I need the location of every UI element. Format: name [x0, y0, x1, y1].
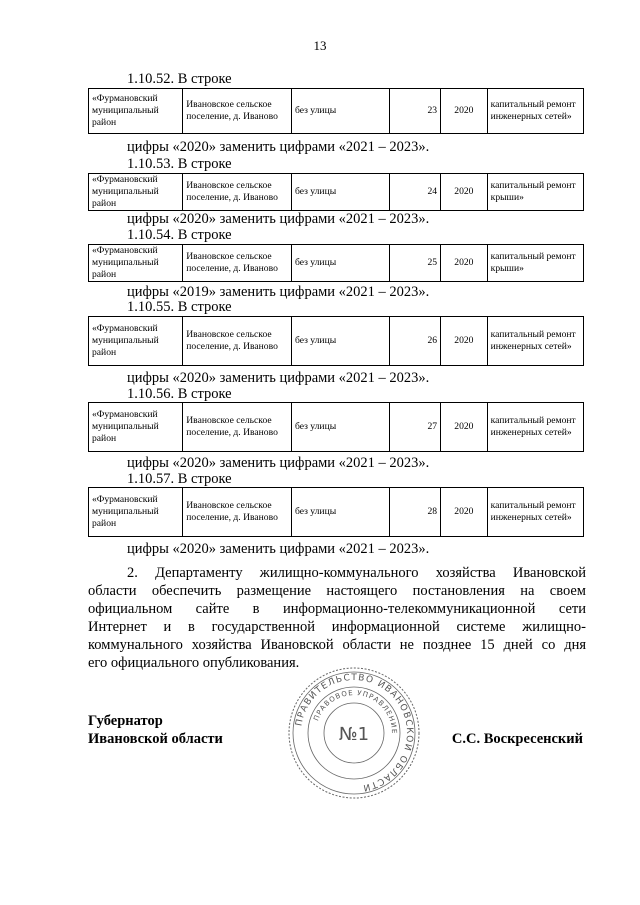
cell-district: «Фурмановский муниципальный район	[89, 488, 183, 537]
cell-work-type: капитальный ремонт инженерных сетей»	[487, 317, 583, 366]
amended-row-table	[88, 402, 584, 452]
cell-number: 28	[390, 488, 441, 537]
replacement-instruction: цифры «2020» заменить цифрами «2021 – 2023».	[127, 455, 430, 471]
cell-district: «Фурмановский муниципальный район	[89, 317, 183, 366]
replacement-instruction: цифры «2020» заменить цифрами «2021 – 2023».	[127, 370, 430, 386]
cell-district: «Фурмановский муниципальный район	[89, 174, 183, 211]
cell-year: 2020	[441, 89, 488, 134]
official-seal	[287, 666, 421, 800]
cell-settlement: Ивановское сельское поселение, д. Иваново	[183, 174, 292, 211]
paragraph-line: 2. Департаменту жилищно-коммунального хозяйства Ивановской	[127, 565, 586, 581]
amended-row-table	[88, 316, 584, 366]
seal-center-text: №1	[338, 724, 370, 745]
cell-work-type: капитальный ремонт инженерных сетей»	[487, 403, 583, 452]
cell-street: без улицы	[291, 89, 389, 134]
cell-street: без улицы	[291, 317, 389, 366]
item-heading: 1.10.57. В строке	[127, 471, 232, 487]
amended-row-table	[88, 88, 584, 134]
cell-number: 23	[390, 89, 441, 134]
item-heading: 1.10.54. В строке	[127, 227, 232, 243]
replacement-instruction: цифры «2020» заменить цифрами «2021 – 2023».	[127, 541, 430, 557]
cell-street: без улицы	[291, 174, 389, 211]
replacement-instruction: цифры «2020» заменить цифрами «2021 – 2023».	[127, 211, 430, 227]
replacement-instruction: цифры «2019» заменить цифрами «2021 – 2023».	[127, 284, 430, 300]
item-heading: 1.10.56. В строке	[127, 386, 232, 402]
paragraph-line: коммунального хозяйства Ивановской области не позднее 15 дней со дня	[88, 637, 586, 653]
cell-settlement: Ивановское сельское поселение, д. Иваново	[183, 403, 292, 452]
cell-year: 2020	[441, 317, 488, 366]
cell-year: 2020	[441, 174, 488, 211]
cell-settlement: Ивановское сельское поселение, д. Иваново	[183, 89, 292, 134]
paragraph-2	[88, 564, 586, 672]
cell-number: 25	[390, 245, 441, 282]
amended-row-table	[88, 487, 584, 537]
paragraph-line: его официального опубликования.	[88, 655, 300, 671]
cell-street: без улицы	[291, 245, 389, 282]
cell-work-type: капитальный ремонт крыши»	[487, 245, 583, 282]
item-heading: 1.10.53. В строке	[127, 156, 232, 172]
seal-inner-text: ПРАВОВОЕ УПРАВЛЕНИЕ	[312, 688, 399, 735]
cell-work-type: капитальный ремонт инженерных сетей»	[487, 488, 583, 537]
item-heading: 1.10.55. В строке	[127, 299, 232, 315]
signatory-title-line: Губернатор	[88, 713, 163, 729]
cell-year: 2020	[441, 403, 488, 452]
signatory-title-line: Ивановской области	[88, 731, 223, 747]
cell-work-type: капитальный ремонт инженерных сетей»	[487, 89, 583, 134]
cell-district: «Фурмановский муниципальный район	[89, 89, 183, 134]
amended-row-table	[88, 244, 584, 282]
cell-work-type: капитальный ремонт крыши»	[487, 174, 583, 211]
signatory-name: С.С. Воскресенский	[451, 731, 583, 747]
replacement-instruction: цифры «2020» заменить цифрами «2021 – 2023».	[127, 139, 430, 155]
cell-street: без улицы	[291, 403, 389, 452]
cell-district: «Фурмановский муниципальный район	[89, 245, 183, 282]
paragraph-line: официальном сайте в информационно-телекоммуникационной сети	[88, 601, 586, 617]
cell-number: 27	[390, 403, 441, 452]
cell-year: 2020	[441, 245, 488, 282]
cell-street: без улицы	[291, 488, 389, 537]
cell-settlement: Ивановское сельское поселение, д. Иваново	[183, 317, 292, 366]
signatory-title	[88, 712, 223, 748]
seal-outer-text: ПРАВИТЕЛЬСТВО ИВАНОВСКОЙ ОБЛАСТИ	[294, 672, 415, 793]
paragraph-line: Интернет и в государственной информационной системе жилищно-	[88, 619, 586, 635]
cell-district: «Фурмановский муниципальный район	[89, 403, 183, 452]
cell-number: 24	[390, 174, 441, 211]
cell-settlement: Ивановское сельское поселение, д. Иваново	[183, 245, 292, 282]
cell-number: 26	[390, 317, 441, 366]
page-number: 13	[313, 38, 327, 53]
cell-settlement: Ивановское сельское поселение, д. Иваново	[183, 488, 292, 537]
item-heading: 1.10.52. В строке	[127, 71, 232, 87]
amended-row-table	[88, 173, 584, 211]
cell-year: 2020	[441, 488, 488, 537]
paragraph-line: области обеспечить размещение настоящего постановления на своем	[88, 583, 586, 599]
